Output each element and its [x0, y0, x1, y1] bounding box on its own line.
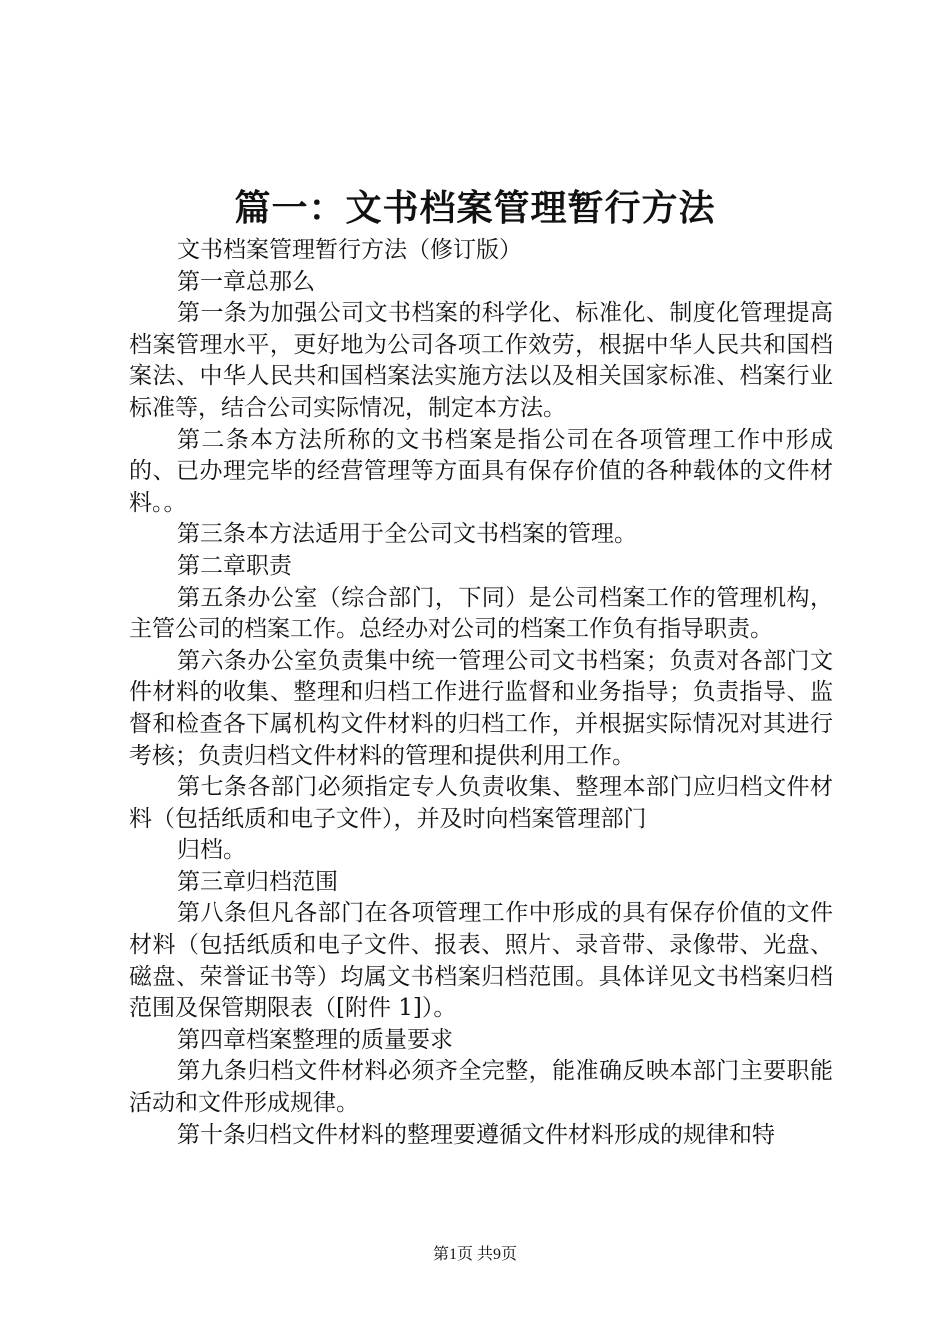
paragraph-article-9: 第九条归档文件材料必须齐全完整，能准确反映本部门主要职能活动和文件形成规律。: [129, 1058, 833, 1117]
paragraph-article-2: 第二条本方法所称的文书档案是指公司在各项管理工作中形成的、已办理完毕的经营管理等方面具有保存价值的各种载体的文件材料。。: [129, 426, 833, 516]
paragraph-chapter-3: 第三章归档范围: [177, 868, 338, 895]
paragraph-chapter-4: 第四章档案整理的质量要求: [177, 1026, 453, 1053]
paragraph-article-3: 第三条本方法适用于全公司文书档案的管理。: [177, 521, 637, 548]
paragraph-chapter-1: 第一章总那么: [177, 268, 315, 295]
paragraph-article-7-cont: 归档。: [177, 837, 246, 864]
paragraph-article-10: 第十条归档文件材料的整理要遵循文件材料形成的规律和特: [177, 1121, 775, 1148]
paragraph-article-8: 第八条但凡各部门在各项管理工作中形成的具有保存价值的文件材料（包括纸质和电子文件、报表、照片、录音带、录像带、光盘、磁盘、荣誉证书等）均属文书档案归档范围。具体详见文书档案归档范围及保管期限表（[附件 1]）。: [129, 900, 833, 1022]
paragraph-article-1: 第一条为加强公司文书档案的科学化、标准化、制度化管理提高档案管理水平，更好地为公司各项工作效劳，根据中华人民共和国档案法、中华人民共和国档案法实施方法以及相关国家标准、档案行业标准等，结合公司实际情况，制定本方法。: [129, 300, 833, 421]
document-title: 篇一：文书档案管理暂行方法: [234, 187, 716, 229]
document-body: [129, 235, 833, 1151]
paragraph-chapter-2: 第二章职责: [177, 552, 292, 579]
paragraph-article-7: 第七条各部门必须指定专人负责收集、整理本部门应归档文件材料（包括纸质和电子文件），并及时向档案管理部门: [129, 774, 833, 832]
paragraph-article-6: 第六条办公室负责集中统一管理公司文书档案；负责对各部门文件材料的收集、整理和归档工作进行监督和业务指导；负责指导、监督和检查各下属机构文件材料的归档工作，并根据实际情况对其进行考核；负责归档文件材料的管理和提供利用工作。: [129, 647, 833, 769]
page-footer: 第1页 共9页: [432, 1246, 517, 1263]
paragraph-subtitle: 文书档案管理暂行方法（修订版）: [177, 237, 522, 263]
paragraph-article-5: 第五条办公室（综合部门，下同）是公司档案工作的管理机构，主管公司的档案工作。总经办对公司的档案工作负有指导职责。: [129, 584, 833, 643]
